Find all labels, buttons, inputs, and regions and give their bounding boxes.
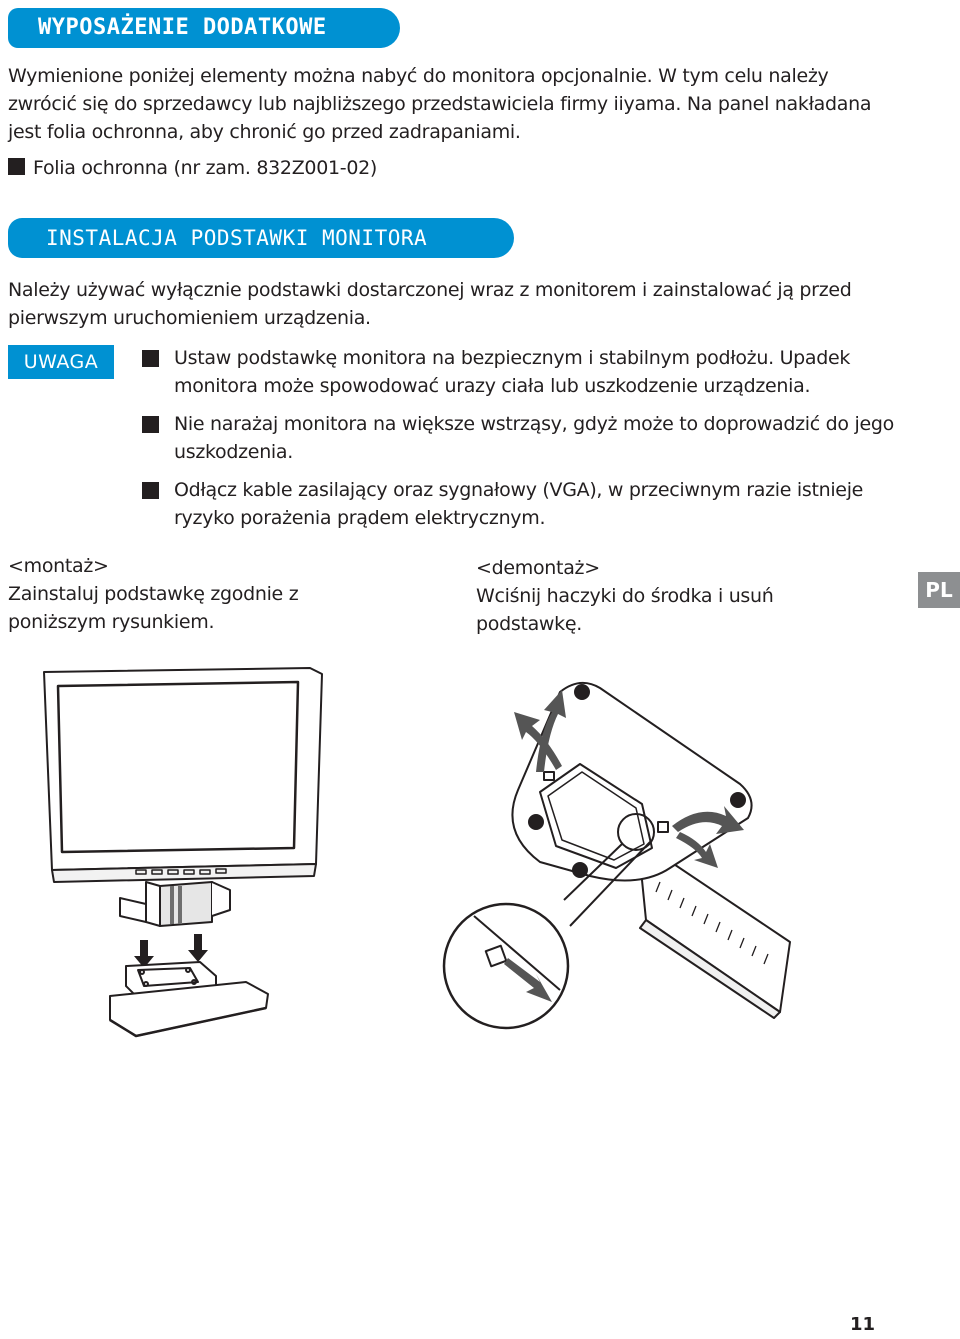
square-bullet-icon	[142, 350, 159, 367]
stand-heading: INSTALACJA PODSTAWKI MONITORA	[8, 218, 514, 258]
assembly-heading: <montaż>	[8, 555, 109, 577]
warning-item-text: Odłącz kable zasilający oraz sygnałowy (VGA), w przeciwnym razie istnieje ryzyko porażenia prądem elektrycznym.	[174, 479, 864, 529]
warning-label: UWAGA	[8, 345, 114, 379]
disassembly-heading: <demontaż>	[476, 557, 600, 579]
disassembly-instructions	[476, 554, 836, 638]
stand-paragraph: Należy używać wyłącznie podstawki dostarczonej wraz z monitorem i zainstalować ją przed pierwszym uruchomieniem urządzenia.	[8, 279, 852, 329]
warning-item-text: Nie narażaj monitora na większe wstrząsy, gdyż może to doprowadzić do jego uszkodzenia.	[174, 413, 894, 463]
page-number: 11	[850, 1314, 876, 1335]
language-tab: PL	[918, 572, 960, 608]
warning-item	[142, 476, 902, 532]
accessories-paragraph: Wymienione poniżej elementy można nabyć do monitora opcjonalnie. W tym celu należy zwrócić się do sprzedawcy lub najbliższego przedstawiciela firmy iiyama. Na panel nakładana jest folia ochronna, aby chronić go przed zadrapaniami.	[8, 65, 872, 143]
warning-item	[142, 344, 902, 400]
square-bullet-icon	[8, 158, 25, 175]
assembly-instructions	[8, 552, 348, 636]
warning-item	[142, 410, 902, 466]
assembly-illustration	[40, 664, 340, 1044]
disassembly-text: Wciśnij haczyki do środka i usuń podstawkę.	[476, 585, 774, 635]
assembly-text: Zainstaluj podstawkę zgodnie z poniższym rysunkiem.	[8, 583, 299, 633]
disassembly-illustration	[440, 672, 800, 1052]
accessories-item-text: Folia ochronna (nr zam. 832Z001-02)	[33, 157, 378, 179]
square-bullet-icon	[142, 416, 159, 433]
warning-item-text: Ustaw podstawkę monitora na bezpiecznym i stabilnym podłożu. Upadek monitora może spowodować urazy ciała lub uszkodzenie urządzenia.	[174, 347, 851, 397]
accessories-item	[8, 154, 377, 182]
square-bullet-icon	[142, 482, 159, 499]
accessories-heading: WYPOSAŻENIE DODATKOWE	[8, 8, 400, 48]
